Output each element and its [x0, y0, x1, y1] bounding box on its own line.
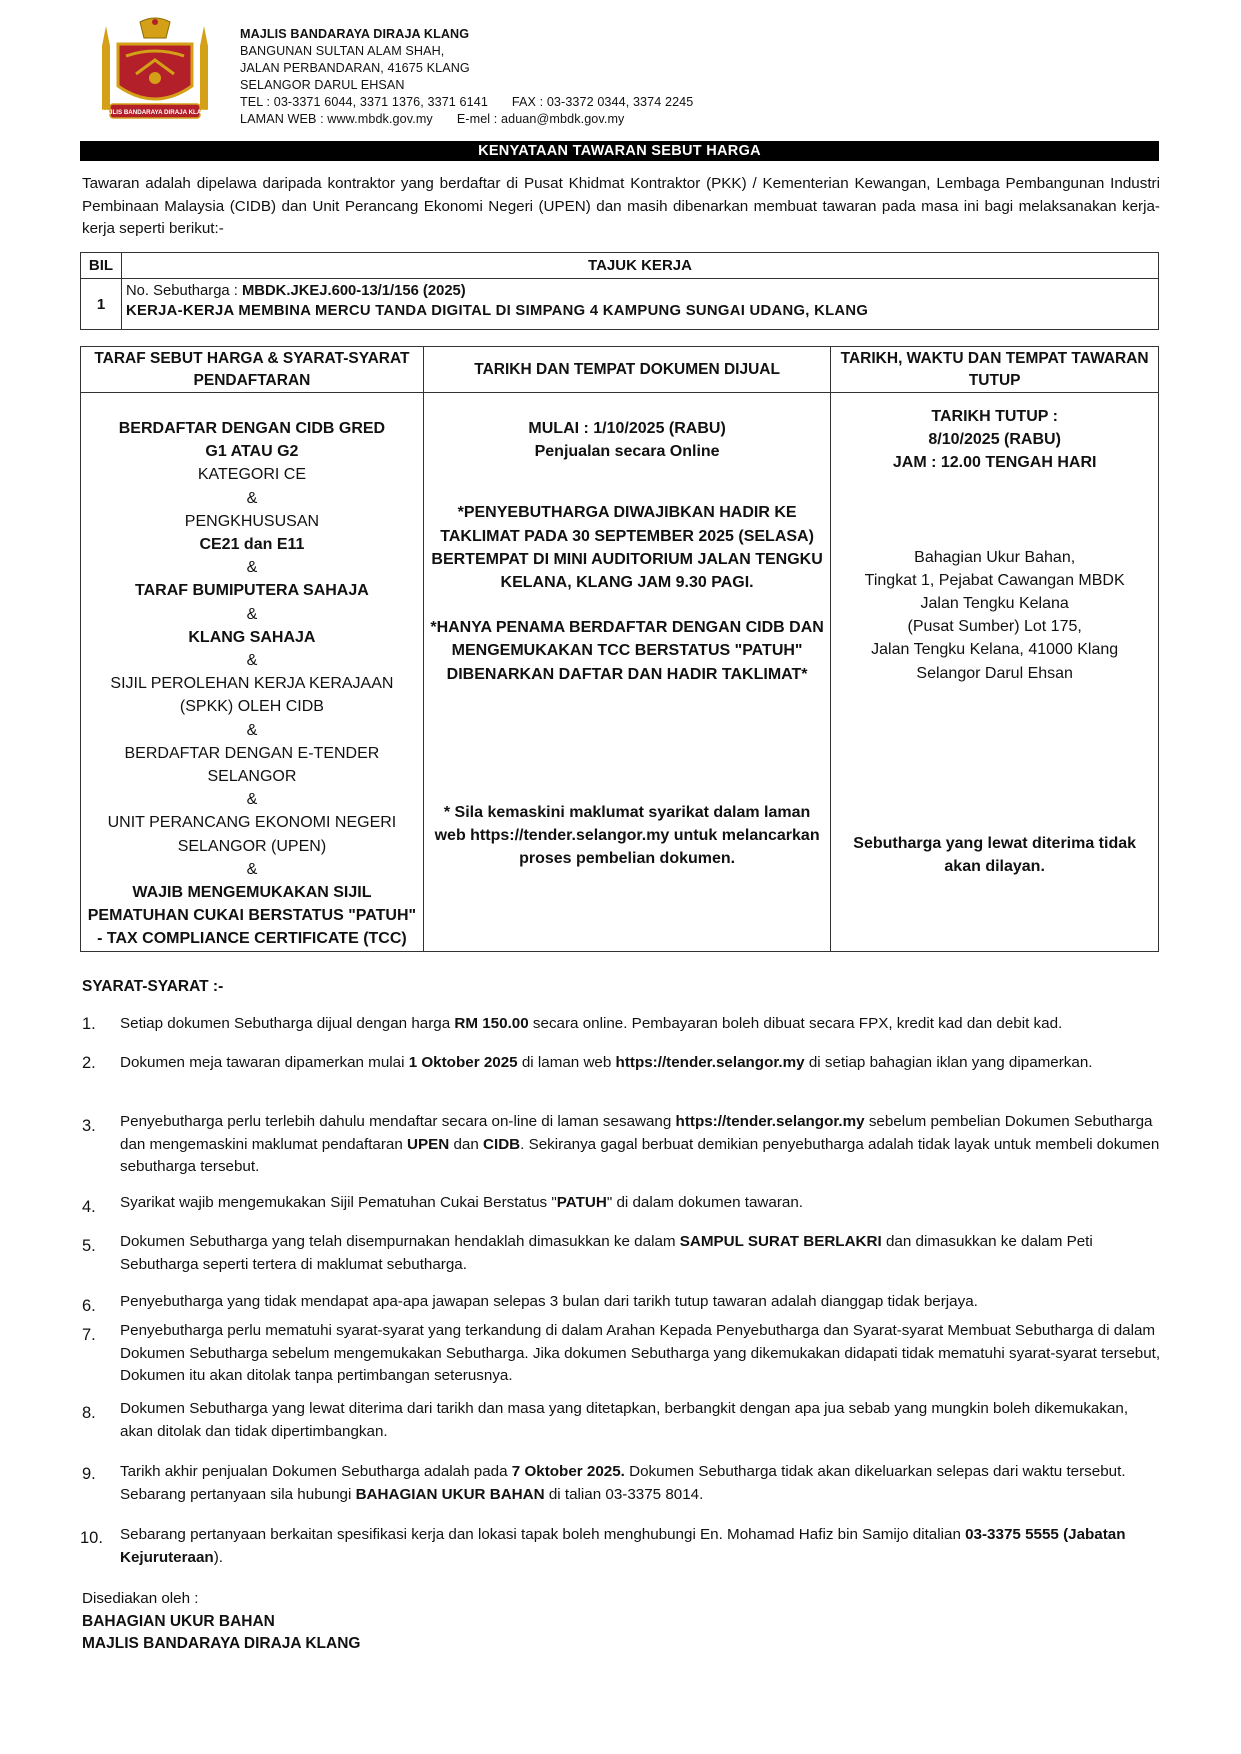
- briefing-note: *PENYEBUTHARGA DIWAJIBKAN HADIR KE TAKLIMAT PADA 30 SEPTEMBER 2025 (SELASA) BERTEMPAT DI MINI AUDITORIUM JALAN TENGKU KELANA, KLANG JAM 9.30 PAGI.: [431, 504, 823, 592]
- closing-date: 8/10/2025 (RABU): [928, 431, 1061, 449]
- cond-line: PEMATUHAN CUKAI BERSTATUS "PATUH": [87, 907, 417, 925]
- address-line: Jalan Tengku Kelana: [920, 595, 1069, 613]
- cond-line: BERDAFTAR DENGAN E-TENDER: [124, 744, 380, 762]
- header-conditions: TARAF SEBUT HARGA & SYARAT-SYARAT PENDAFTARAN: [81, 347, 424, 393]
- cond-line: SELANGOR (UPEN): [177, 837, 327, 855]
- row-number: 1: [81, 279, 122, 330]
- conditions-cell: [81, 393, 424, 952]
- cond-line: KLANG SAHAJA: [188, 628, 316, 646]
- crest-text: MAJLIS BANDARAYA DIRAJA KLANG: [99, 109, 211, 116]
- ref-value: MBDK.JKEJ.600-13/1/156 (2025): [241, 283, 466, 299]
- fax-text: FAX : 03-3372 0344, 3374 2245: [511, 95, 694, 110]
- cond-line: PENGKHUSUSAN: [184, 512, 320, 530]
- late-note: Sebutharga yang lewat diterima tidak akan dilayan.: [853, 834, 1137, 876]
- address-line: Selangor Darul Ehsan: [916, 664, 1073, 682]
- email-text: E-mel : aduan@mbdk.gov.my: [456, 112, 625, 127]
- work-table: [80, 252, 1159, 330]
- syarat-item: 3. Penyebutharga perlu terlebih dahulu mendaftar secara on-line di laman sesawang https://tender.selangor.my sebelum pembelian Dokumen Sebutharga dan mengemaskini maklumat pendaftaran UPEN dan CIDB. Sekiranya gagal berbuat demikian penyebutharga adalah tidak layak untuk membeli dokumen sebutharga tersebut.: [82, 1113, 1160, 1175]
- item-number: 7.: [82, 1326, 96, 1344]
- syarat-item: 8. Dokumen Sebutharga yang lewat diterima dari tarikh dan masa yang ditetapkan, berbangkit dengan apa jua sebab yang mungkin boleh dikemukakan, akan ditolak dan tidak dipertimbangkan.: [82, 1400, 1129, 1440]
- eligibility-note: *HANYA PENAMA BERDAFTAR DENGAN CIDB DAN MENGEMUKAKAN TCC BERSTATUS "PATUH" DIBENARKAN DAFTAR DAN HADIR TAKLIMAT*: [430, 619, 824, 683]
- col-tajuk-header: TAJUK KERJA: [122, 253, 1159, 279]
- ampersand: &: [246, 721, 258, 739]
- address-line: SELANGOR DARUL EHSAN: [240, 78, 405, 93]
- syarat-item: 6. Penyebutharga yang tidak mendapat apa-apa jawapan selepas 3 bulan dari tarikh tutup tawaran adalah dianggap tidak berjaya.: [82, 1291, 1162, 1314]
- cond-line: CE21 dan E11: [199, 536, 305, 554]
- cond-line: G1 ATAU G2: [205, 443, 299, 461]
- syarat-item: 9. Tarikh akhir penjualan Dokumen Sebutharga adalah pada 7 Oktober 2025. Dokumen Sebutharga tidak akan dikeluarkan selepas dari waktu tersebut. Sebarang pertanyaan sila hubungi BAHAGIAN UKUR BAHAN di talian 03-3375 8014.: [82, 1463, 1126, 1503]
- cond-line: - TAX COMPLIANCE CERTIFICATE (TCC): [97, 930, 407, 948]
- ampersand: &: [246, 860, 258, 878]
- item-number: 9.: [82, 1465, 96, 1483]
- detail-table: [80, 346, 1159, 952]
- address-line: JALAN PERBANDARAN, 41675 KLANG: [240, 61, 470, 76]
- cond-line: (SPKK) OLEH CIDB: [179, 698, 324, 716]
- item-number: 6.: [82, 1297, 96, 1315]
- header-closing: TARIKH, WAKTU DAN TEMPAT TAWARAN TUTUP: [831, 347, 1159, 393]
- syarat-item: 7. Penyebutharga perlu mematuhi syarat-syarat yang terkandung di dalam Arahan Kepada Penyebutharga dan Syarat-syarat Membuat Sebutharga di dalam Dokumen Sebutharga sebelum mengemukakan Sebutharga. Jika dokumen Sebutharga yang dikemukakan didapati tidak mematuhi syarat-syarat tersebut, Dokumen itu akan ditolak tanpa pertimbangan seterusnya.: [82, 1322, 1161, 1384]
- prepared-org: MAJLIS BANDARAYA DIRAJA KLANG: [82, 1635, 361, 1653]
- sale-mode: Penjualan secara Online: [534, 443, 720, 461]
- closing-time: JAM : 12.00 TENGAH HARI: [892, 454, 1097, 472]
- prepared-by: [82, 1588, 360, 1656]
- address-line: Tingkat 1, Pejabat Cawangan MBDK: [864, 571, 1125, 589]
- header-sale: TARIKH DAN TEMPAT DOKUMEN DIJUAL: [423, 347, 830, 393]
- sale-cell: [423, 393, 830, 952]
- syarat-item: 2. Dokumen meja tawaran dipamerkan mulai 1 Oktober 2025 di laman web https://tender.selangor.my di setiap bahagian iklan yang dipamerkan.: [82, 1052, 1162, 1075]
- work-title: KERJA-KERJA MEMBINA MERCU TANDA DIGITAL DI SIMPANG 4 KAMPUNG SUNGAI UDANG, KLANG: [126, 303, 869, 319]
- item-number: 8.: [82, 1404, 96, 1422]
- address-line: BANGUNAN SULTAN ALAM SHAH,: [240, 44, 445, 59]
- letterhead: [240, 26, 693, 129]
- ampersand: &: [246, 489, 258, 507]
- ampersand: &: [246, 791, 258, 809]
- web-text: LAMAN WEB : www.mbdk.gov.my: [240, 112, 433, 127]
- item-number: 4.: [82, 1198, 96, 1216]
- address-line: (Pusat Sumber) Lot 175,: [907, 618, 1082, 636]
- address-line: Jalan Tengku Kelana, 41000 Klang: [871, 641, 1119, 659]
- syarat-item: 4. Syarikat wajib mengemukakan Sijil Pematuhan Cukai Berstatus "PATUH" di dalam dokumen tawaran.: [82, 1192, 1162, 1215]
- cond-line: UNIT PERANCANG EKONOMI NEGERI: [107, 814, 397, 832]
- closing-cell: [831, 393, 1159, 952]
- syarat-item: 5. Dokumen Sebutharga yang telah disempurnakan hendaklah dimasukkan ke dalam SAMPUL SURAT BERLAKRI dan dimasukkan ke dalam Peti Sebutharga seperti tertera di maklumat sebutharga.: [82, 1233, 1093, 1273]
- tel-text: TEL : 03-3371 6044, 3371 1376, 3371 6141: [240, 95, 488, 110]
- intro-paragraph: Tawaran adalah dipelawa daripada kontraktor yang berdaftar di Pusat Khidmat Kontraktor (PKK) / Kementerian Kewangan, Lembaga Pembangunan Industri Pembinaan Malaysia (CIDB) dan Unit Perancang Ekonomi Negeri (UPEN) dan masih dibenarkan membuat tawaran pada masa ini bagi melaksanakan kerja-kerja seperti berikut:-: [82, 175, 1160, 237]
- prepared-dept: BAHAGIAN UKUR BAHAN: [82, 1612, 275, 1630]
- ampersand: &: [246, 605, 258, 623]
- syarat-item: 1. Setiap dokumen Sebutharga dijual dengan harga RM 150.00 secara online. Pembayaran boleh dibuat secara FPX, kredit kad dan debit kad.: [82, 1013, 1162, 1036]
- cond-line: SIJIL PEROLEHAN KERJA KERAJAAN: [110, 675, 394, 693]
- org-name: MAJLIS BANDARAYA DIRAJA KLANG: [240, 27, 470, 41]
- cond-line: KATEGORI CE: [197, 466, 307, 484]
- item-number: 5.: [82, 1237, 96, 1255]
- sale-start: MULAI : 1/10/2025 (RABU): [528, 420, 726, 437]
- col-bil-header: BIL: [81, 253, 122, 279]
- item-number: 3.: [82, 1117, 96, 1135]
- item-number: 1.: [82, 1015, 96, 1033]
- syarat-heading: SYARAT-SYARAT :-: [82, 978, 224, 995]
- address-line: Bahagian Ukur Bahan,: [914, 548, 1076, 566]
- ampersand: &: [246, 652, 258, 670]
- prepared-label: Disediakan oleh :: [82, 1590, 199, 1607]
- item-number: 2.: [82, 1054, 96, 1072]
- closing-address: [837, 546, 1152, 685]
- banner-title: KENYATAAN TAWARAN SEBUT HARGA: [80, 141, 1159, 161]
- item-number: 10.: [80, 1529, 103, 1547]
- ref-label: No. Sebutharga :: [126, 283, 242, 299]
- closing-label: TARIKH TUTUP :: [931, 408, 1058, 425]
- ampersand: &: [246, 559, 258, 577]
- cond-line: SELANGOR: [207, 768, 297, 786]
- update-note: * Sila kemaskini maklumat syarikat dalam laman web https://tender.selangor.my untuk melancarkan proses pembelian dokumen.: [434, 803, 820, 868]
- work-item: [122, 279, 1159, 330]
- cond-line: WAJIB MENGEMUKAKAN SIJIL: [132, 884, 372, 902]
- syarat-item: 10. Sebarang pertanyaan berkaitan spesifikasi kerja dan lokasi tapak boleh menghubungi En. Mohamad Hafiz bin Samijo ditalian 03-3375 5555 (Jabatan Kejuruteraan).: [80, 1526, 1126, 1566]
- mbdk-crest-logo: [96, 16, 214, 134]
- cond-line: TARAF BUMIPUTERA SAHAJA: [135, 582, 369, 600]
- cond-line: BERDAFTAR DENGAN CIDB GRED: [118, 420, 386, 437]
